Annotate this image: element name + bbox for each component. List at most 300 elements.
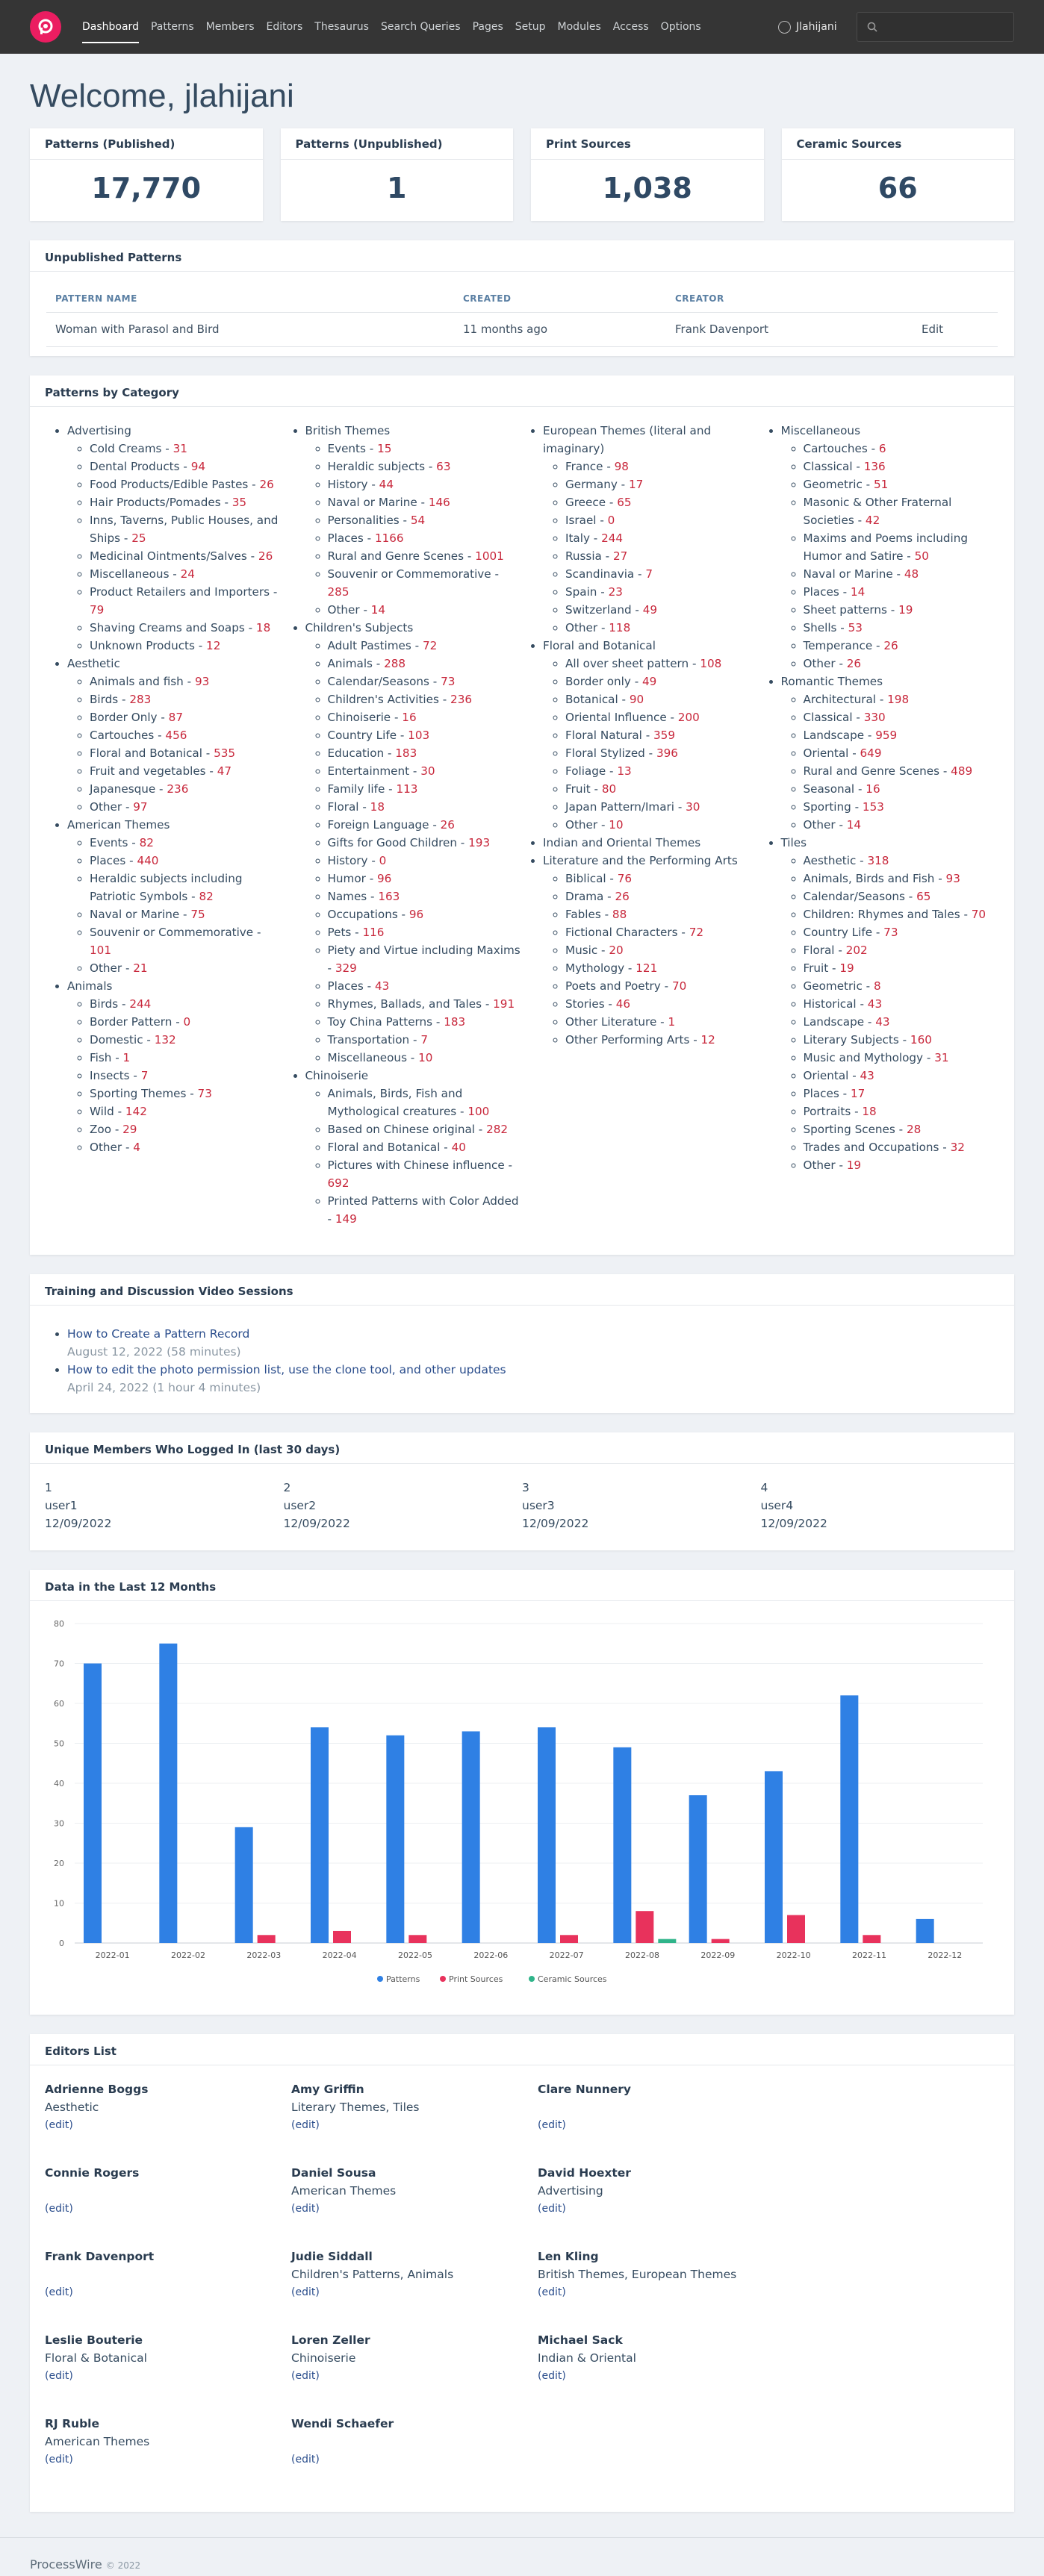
subcategory-item	[804, 798, 998, 816]
subcategory-name[interactable]: Russia -	[565, 549, 613, 563]
subcategory-count: 31	[173, 441, 187, 455]
subcategory-name[interactable]: Maxims and Poems including Humor and Satire -	[803, 531, 969, 563]
category-name[interactable]: Advertising	[67, 423, 131, 437]
subcategory-name[interactable]: Miscellaneous -	[327, 1050, 419, 1064]
subcategory-name[interactable]: Transportation -	[327, 1032, 421, 1047]
nav-item-modules[interactable]: Modules	[557, 21, 601, 33]
subcategory-item	[328, 888, 523, 905]
subcategory-name[interactable]: Shaving Creams and Soaps -	[90, 620, 256, 634]
member-date: 12/09/2022	[45, 1516, 112, 1530]
editor-edit-link[interactable]: (edit)	[291, 2286, 320, 2298]
subcategory-count: 191	[493, 997, 515, 1011]
subcategory-name[interactable]: Fruit -	[565, 782, 602, 796]
subcategory-count: 236	[167, 782, 189, 796]
subcategory-count: 26	[615, 889, 630, 903]
subcategory-name[interactable]: Children's Activities -	[327, 692, 451, 706]
subcategory-item	[804, 1138, 998, 1156]
subcategory-item	[565, 583, 760, 601]
subcategory-item	[328, 995, 523, 1013]
category-list	[760, 422, 998, 1174]
category-name[interactable]: Floral and Botanical	[543, 638, 656, 652]
subcategory-count: 118	[609, 620, 631, 634]
subcategory-name[interactable]: Other -	[90, 961, 134, 975]
subcategory-name[interactable]: Food Products/Edible Pastes -	[90, 477, 260, 491]
member-date: 12/09/2022	[760, 1516, 827, 1530]
editor-edit-link[interactable]: (edit)	[538, 2202, 566, 2215]
category-name[interactable]: Tiles	[780, 835, 807, 849]
editor-edit-link[interactable]: (edit)	[291, 2118, 320, 2131]
subcategory-item	[804, 565, 998, 583]
subcategory-count: 359	[653, 728, 675, 742]
nav-item-patterns[interactable]: Patterns	[150, 21, 194, 33]
subcategory-name[interactable]: Names -	[327, 889, 379, 903]
subcategory-name[interactable]: Medicinal Ointments/Salves -	[90, 549, 258, 563]
subcategory-count: 149	[335, 1211, 357, 1226]
subcategory-item	[328, 1013, 523, 1031]
subcategory-name[interactable]: History -	[327, 853, 379, 867]
subcategory-name[interactable]: Sporting Themes -	[90, 1086, 198, 1100]
nav-item-search-queries[interactable]: Search Queries	[380, 21, 461, 33]
editor-edit-link[interactable]: (edit)	[45, 2453, 73, 2466]
editor-area	[45, 2265, 291, 2283]
subcategory-name[interactable]: Oriental Influence -	[565, 710, 678, 724]
subcategory-name[interactable]: Music and Mythology -	[803, 1050, 935, 1064]
user-icon	[778, 21, 791, 34]
subcategory-name[interactable]: Fish -	[90, 1050, 123, 1064]
subcategory-count: 80	[601, 782, 617, 796]
subcategory-name[interactable]: Seasonal -	[803, 782, 866, 796]
subcategory-name[interactable]: Birds -	[90, 997, 130, 1011]
subcategory-count: 23	[608, 584, 623, 599]
stat-card	[30, 128, 263, 221]
subcategory-name[interactable]: Wild -	[90, 1104, 125, 1118]
editor-entry	[538, 2248, 784, 2331]
editor-area: Chinoiserie	[291, 2351, 356, 2365]
subcategory-name[interactable]: Country Life -	[327, 728, 408, 742]
subcategory-count: 318	[867, 853, 889, 867]
subcategory-name[interactable]: Portraits -	[803, 1104, 863, 1118]
subcategory-name[interactable]: Cold Creams -	[90, 441, 173, 455]
subcategory-name[interactable]: Masonic & Other Fraternal Societies -	[803, 495, 952, 527]
subcategory-count: 108	[700, 656, 722, 670]
subcategory-name[interactable]: Places -	[327, 979, 375, 993]
editor-edit-link[interactable]: (edit)	[538, 2369, 566, 2382]
subcategory-name[interactable]: Sheet patterns -	[803, 602, 899, 617]
subcategory-name[interactable]: Botanical -	[565, 692, 630, 706]
subcategory-name[interactable]: Other -	[803, 656, 847, 670]
subcategory-count: 160	[910, 1032, 932, 1047]
subcategory-name[interactable]: Japanesque -	[90, 782, 167, 796]
subcategory-name[interactable]: Spain -	[565, 584, 609, 599]
editor-edit-link[interactable]: (edit)	[538, 2118, 566, 2131]
subcategory-name[interactable]: Stories -	[565, 997, 616, 1011]
subcategory-name[interactable]: Temperance -	[803, 638, 884, 652]
editor-edit-link[interactable]: (edit)	[538, 2286, 566, 2298]
subcategory-item	[565, 511, 760, 529]
editor-area	[45, 2182, 291, 2200]
subcategory-name[interactable]: Inns, Taverns, Public Houses, and Ships -	[90, 513, 279, 545]
subcategory-item	[90, 834, 285, 852]
subcategory-name[interactable]: Education -	[327, 746, 396, 760]
stat-label: Ceramic Sources	[782, 128, 1015, 160]
subcategory-name[interactable]: Fruit and vegetables -	[90, 764, 217, 778]
subcategory-name[interactable]: Sporting -	[803, 799, 863, 814]
nav-item-access[interactable]: Access	[612, 21, 649, 33]
subcategory-item	[804, 959, 998, 977]
subcategory-count: 10	[418, 1050, 433, 1064]
subcategory-list	[543, 655, 760, 834]
subcategory-name[interactable]: Places -	[803, 584, 851, 599]
subcategory-item	[565, 547, 760, 565]
subcategory-name[interactable]: Classical -	[803, 459, 864, 473]
subcategory-name[interactable]: Border Only -	[90, 710, 169, 724]
subcategory-name[interactable]: Trades and Occupations -	[803, 1140, 951, 1154]
member-entry	[761, 1479, 1000, 1532]
subcategory-name[interactable]: Mythology -	[565, 961, 636, 975]
category-name[interactable]: Miscellaneous	[780, 423, 860, 437]
subcategory-name[interactable]: Sporting Scenes -	[803, 1122, 907, 1136]
subcategory-count: 94	[190, 459, 206, 473]
category-name[interactable]: Romantic Themes	[780, 674, 883, 688]
subcategory-name[interactable]: Cartouches -	[90, 728, 166, 742]
subcategory-name[interactable]: Cartouches -	[803, 441, 879, 455]
subcategory-name[interactable]: Floral -	[803, 943, 846, 957]
subcategory-name[interactable]: Other -	[90, 799, 134, 814]
editor-area: Aesthetic	[45, 2100, 99, 2114]
subcategory-name[interactable]: Family life -	[327, 782, 397, 796]
nav-item-editors[interactable]: Editors	[266, 21, 303, 33]
subcategory-item	[328, 905, 523, 923]
subcategory-name[interactable]: Geometric -	[803, 477, 874, 491]
subcategory-item	[90, 1120, 285, 1138]
subcategory-name[interactable]: Other -	[565, 620, 609, 634]
editor-area: Children's Patterns, Animals	[291, 2267, 454, 2281]
subcategory-name[interactable]: Birds -	[90, 692, 130, 706]
subcategory-name[interactable]: Places -	[327, 531, 375, 545]
subcategory-item	[804, 440, 998, 458]
subcategory-item	[328, 655, 523, 673]
subcategory-name[interactable]: Animals, Birds, Fish and Mythological creatures -	[327, 1086, 468, 1118]
subcategory-name[interactable]: Historical -	[803, 997, 868, 1011]
category-name[interactable]: Children's Subjects	[305, 620, 414, 634]
subcategory-name[interactable]: Israel -	[565, 513, 608, 527]
category-name[interactable]: Literature and the Performing Arts	[543, 853, 738, 867]
members-list	[30, 1464, 1014, 1550]
x-tick-label: 2022-02	[171, 1950, 205, 1960]
subcategory-item	[328, 798, 523, 816]
subcategory-name[interactable]: Dental Products -	[90, 459, 191, 473]
subcategory-item	[565, 458, 760, 475]
subcategory-name[interactable]: Pets -	[327, 925, 363, 939]
subcategory-name[interactable]: Floral Natural -	[565, 728, 653, 742]
subcategory-name[interactable]: Occupations -	[327, 907, 409, 921]
subcategory-name[interactable]: Pictures with Chinese influence -	[327, 1158, 513, 1172]
subcategory-name[interactable]: Rhymes, Ballads, and Tales -	[327, 997, 494, 1011]
subcategory-name[interactable]: All over sheet pattern -	[565, 656, 700, 670]
pattern-name: Woman with Parasol and Bird	[46, 312, 454, 346]
editor-edit-link[interactable]: (edit)	[45, 2202, 73, 2215]
subcategory-name[interactable]: Animals -	[327, 656, 385, 670]
subcategory-count: 1	[668, 1014, 676, 1029]
subcategory-name[interactable]: Oriental -	[803, 746, 860, 760]
creator-name: Frank Davenport	[666, 312, 913, 346]
member-name: user1	[45, 1498, 78, 1512]
subcategory-name[interactable]: Miscellaneous -	[90, 567, 181, 581]
editor-edit-link[interactable]: (edit)	[45, 2118, 73, 2131]
subcategory-name[interactable]: Border only -	[565, 674, 643, 688]
subcategory-name[interactable]: Adult Pastimes -	[327, 638, 423, 652]
x-tick-label: 2022-11	[852, 1950, 886, 1960]
subcategory-name[interactable]: Greece -	[565, 495, 618, 509]
subcategory-name[interactable]: Italy -	[565, 531, 602, 545]
category-column	[285, 422, 523, 1228]
editor-entry	[45, 2164, 291, 2248]
subcategory-item	[328, 1138, 523, 1156]
subcategory-name[interactable]: Japan Pattern/Imari -	[565, 799, 686, 814]
subcategory-name[interactable]: Floral Stylized -	[565, 746, 656, 760]
edit-link[interactable]: Edit	[913, 312, 998, 346]
column-header: CREATOR	[666, 293, 913, 312]
subcategory-count: 19	[839, 961, 854, 975]
subcategory-name[interactable]: Geometric -	[803, 979, 874, 993]
subcategory-name[interactable]: Insects -	[90, 1068, 141, 1082]
nav-item-dashboard[interactable]: Dashboard	[76, 0, 145, 54]
subcategory-name[interactable]: Naval or Marine -	[90, 907, 191, 921]
editor-name: Leslie Bouterie	[45, 2333, 143, 2347]
legend-marker	[440, 1976, 446, 1982]
subcategory-name[interactable]: Heraldic subjects including Patriotic Symbols -	[90, 871, 243, 903]
subcategory-name[interactable]: Aesthetic -	[803, 853, 868, 867]
subcategory-name[interactable]: Other -	[90, 1140, 134, 1154]
nav-item-thesaurus[interactable]: Thesaurus	[314, 21, 369, 33]
subcategory-name[interactable]: Other -	[803, 817, 847, 832]
subcategory-name[interactable]: History -	[327, 477, 379, 491]
subcategory-name[interactable]: Country Life -	[803, 925, 884, 939]
subcategory-name[interactable]: Animals and fish -	[90, 674, 195, 688]
subcategory-item	[804, 1103, 998, 1120]
subcategory-name[interactable]: Toy China Patterns -	[327, 1014, 444, 1029]
video-link[interactable]: How to Create a Pattern Record	[67, 1326, 250, 1341]
x-tick-label: 2022-06	[473, 1950, 509, 1960]
member-name: user3	[522, 1498, 555, 1512]
subcategory-item	[328, 1156, 523, 1192]
subcategory-count: 26	[440, 817, 455, 832]
category-column	[46, 422, 285, 1228]
subcategory-name[interactable]: Events -	[327, 441, 378, 455]
subcategory-item	[565, 762, 760, 780]
subcategory-name[interactable]: Places -	[90, 853, 137, 867]
subcategory-name[interactable]: Fables -	[565, 907, 612, 921]
subcategory-name[interactable]: Floral -	[327, 799, 370, 814]
subcategory-name[interactable]: Other Literature -	[565, 1014, 668, 1029]
category-name[interactable]: American Themes	[67, 817, 170, 832]
nav-item-setup[interactable]: Setup	[515, 21, 546, 33]
subcategory-name[interactable]: Border Pattern -	[90, 1014, 184, 1029]
subcategory-item	[90, 726, 285, 744]
members-panel	[30, 1432, 1014, 1550]
subcategory-name[interactable]: Poets and Poetry -	[565, 979, 672, 993]
subcategory-name[interactable]: Entertainment -	[327, 764, 421, 778]
editor-edit-link[interactable]: (edit)	[291, 2202, 320, 2215]
subcategory-name[interactable]: Switzerland -	[565, 602, 643, 617]
subcategory-count: 244	[129, 997, 152, 1011]
subcategory-list	[67, 834, 285, 977]
subcategory-name[interactable]: Souvenir or Commemorative -	[90, 925, 261, 939]
subcategory-name[interactable]: Shells -	[803, 620, 848, 634]
page-content	[0, 58, 1044, 2512]
processwire-logo-icon[interactable]	[30, 11, 61, 43]
subcategory-name[interactable]: Printed Patterns with Color Added -	[327, 1194, 519, 1226]
subcategory-count: 75	[190, 907, 205, 921]
subcategory-name[interactable]: Naval or Marine -	[803, 567, 904, 581]
subcategory-name[interactable]: Fictional Characters -	[565, 925, 689, 939]
subcategory-item	[565, 941, 760, 959]
subcategory-item	[565, 655, 760, 673]
subcategory-count: 202	[845, 943, 868, 957]
bar-patterns	[84, 1663, 102, 1943]
category-name[interactable]: Aesthetic	[67, 656, 120, 670]
subcategory-name[interactable]: France -	[565, 459, 615, 473]
subcategory-name[interactable]: Heraldic subjects -	[327, 459, 437, 473]
subcategory-item	[804, 475, 998, 493]
subcategory-name[interactable]: Architectural -	[803, 692, 888, 706]
subcategory-name[interactable]: Humor -	[327, 871, 378, 885]
subcategory-name[interactable]: Gifts for Good Children -	[327, 835, 469, 849]
subcategory-name[interactable]: Other -	[327, 602, 371, 617]
subcategory-count: 1	[122, 1050, 131, 1064]
subcategory-count: 535	[214, 746, 236, 760]
nav-item-pages[interactable]: Pages	[472, 21, 503, 33]
subcategory-name[interactable]: Other Performing Arts -	[565, 1032, 701, 1047]
subcategory-count: 47	[217, 764, 232, 778]
subcategory-count: 21	[133, 961, 148, 975]
nav-item-members[interactable]: Members	[205, 21, 255, 33]
subcategory-name[interactable]: Drama -	[565, 889, 615, 903]
subcategory-name[interactable]: Landscape -	[803, 728, 876, 742]
subcategory-name[interactable]: Other -	[565, 817, 609, 832]
subcategory-name[interactable]: Literary Subjects -	[803, 1032, 910, 1047]
chart-panel	[30, 1570, 1014, 2015]
video-list	[30, 1306, 1014, 1413]
subcategory-item	[328, 1085, 523, 1120]
category-list	[522, 422, 760, 1049]
editor-edit-link[interactable]: (edit)	[291, 2453, 320, 2466]
subcategory-count: 20	[609, 943, 624, 957]
subcategory-name[interactable]: Based on Chinese original -	[327, 1122, 487, 1136]
subcategory-name[interactable]: Other -	[803, 1158, 847, 1172]
subcategory-name[interactable]: Naval or Marine -	[327, 495, 429, 509]
subcategory-count: 15	[377, 441, 392, 455]
subcategory-count: 7	[645, 567, 653, 581]
subcategory-name[interactable]: Calendar/Seasons -	[803, 889, 917, 903]
subcategory-count: 98	[614, 459, 629, 473]
subcategory-name[interactable]: Personalities -	[327, 513, 411, 527]
subcategory-item	[565, 726, 760, 744]
editor-edit-link[interactable]: (edit)	[291, 2369, 320, 2382]
subcategory-count: 649	[860, 746, 882, 760]
subcategory-count: 10	[609, 817, 624, 832]
subcategory-name[interactable]: Product Retailers and Importers -	[90, 584, 278, 599]
subcategory-count: 63	[436, 459, 451, 473]
subcategory-name[interactable]: Oriental -	[803, 1068, 860, 1082]
subcategory-name[interactable]: Germany -	[565, 477, 629, 491]
subcategory-name[interactable]: Rural and Genre Scenes -	[803, 764, 951, 778]
bar-patterns	[462, 1731, 480, 1943]
subcategory-name[interactable]: Unknown Products -	[90, 638, 207, 652]
subcategory-name[interactable]: Landscape -	[803, 1014, 876, 1029]
subcategory-name[interactable]: Fruit -	[803, 961, 840, 975]
editor-edit-link[interactable]: (edit)	[45, 2369, 73, 2382]
subcategory-name[interactable]: Rural and Genre Scenes -	[327, 549, 476, 563]
search-input[interactable]	[857, 12, 1014, 42]
subcategory-name[interactable]: Foliage -	[565, 764, 618, 778]
subcategory-count: 959	[875, 728, 898, 742]
subcategory-name[interactable]: Animals, Birds and Fish -	[803, 871, 946, 885]
subcategory-name[interactable]: Scandinavia -	[565, 567, 646, 581]
subcategory-count: 43	[374, 979, 390, 993]
subcategory-name[interactable]: Chinoiserie -	[327, 710, 403, 724]
subcategory-name[interactable]: Souvenir or Commemorative -	[327, 567, 499, 581]
subcategory-name[interactable]: Biblical -	[565, 871, 618, 885]
subcategory-item	[328, 726, 523, 744]
user-menu[interactable]	[778, 0, 837, 54]
category-item	[781, 673, 998, 834]
editor-name: Michael Sack	[538, 2333, 623, 2347]
subcategory-name[interactable]: Piety and Virtue including Maxims -	[327, 943, 521, 975]
nav-item-options[interactable]: Options	[660, 21, 701, 33]
subcategory-name[interactable]: Floral and Botanical -	[90, 746, 214, 760]
subcategory-count: 1166	[374, 531, 404, 545]
subcategory-item	[565, 475, 760, 493]
x-tick-label: 2022-07	[549, 1950, 584, 1960]
subcategory-name[interactable]: Events -	[90, 835, 140, 849]
subcategory-name[interactable]: Domestic -	[90, 1032, 155, 1047]
subcategory-name[interactable]: Places -	[803, 1086, 851, 1100]
video-link[interactable]: How to edit the photo permission list, use the clone tool, and other updates	[67, 1362, 506, 1376]
editor-edit-link[interactable]: (edit)	[45, 2286, 73, 2298]
subcategory-name[interactable]: Floral and Botanical -	[327, 1140, 452, 1154]
stat-card	[531, 128, 764, 221]
y-tick-label: 0	[59, 1938, 64, 1948]
subcategory-name[interactable]: Classical -	[803, 710, 864, 724]
subcategory-item	[90, 1138, 285, 1156]
subcategory-name[interactable]: Calendar/Seasons -	[327, 674, 441, 688]
subcategory-count: 116	[362, 925, 385, 939]
member-name: user4	[760, 1498, 794, 1512]
subcategory-name[interactable]: Zoo -	[90, 1122, 123, 1136]
subcategory-name[interactable]: Music -	[565, 943, 609, 957]
subcategory-name[interactable]: Children: Rhymes and Tales -	[803, 907, 972, 921]
category-name[interactable]: Indian and Oriental Themes	[543, 835, 701, 849]
category-name[interactable]: Animals	[67, 979, 113, 993]
bar-print-sources	[560, 1935, 578, 1943]
subcategory-count: 396	[656, 746, 678, 760]
subcategory-item	[90, 511, 285, 547]
subcategory-item	[90, 475, 285, 493]
subcategory-name[interactable]: Hair Products/Pomades -	[90, 495, 232, 509]
subcategory-count: 93	[945, 871, 960, 885]
category-item	[305, 1067, 523, 1228]
subcategory-item	[90, 637, 285, 655]
category-name[interactable]: Chinoiserie	[305, 1068, 369, 1082]
subcategory-count: 103	[408, 728, 430, 742]
category-name[interactable]: European Themes (literal and imaginary)	[543, 423, 712, 455]
subcategory-item	[90, 1013, 285, 1031]
video-item	[67, 1361, 1014, 1397]
subcategory-name[interactable]: Foreign Language -	[327, 817, 441, 832]
category-name[interactable]: British Themes	[305, 423, 391, 437]
y-tick-label: 70	[54, 1659, 64, 1668]
